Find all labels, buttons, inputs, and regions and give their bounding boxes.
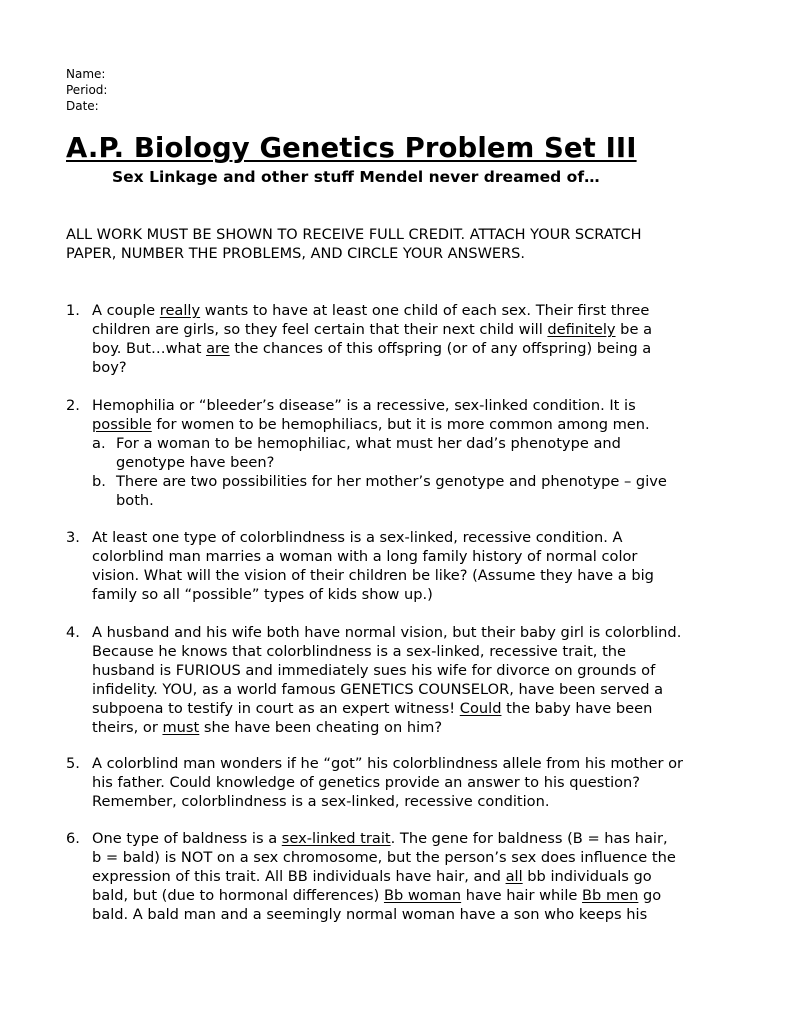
page-subtitle: Sex Linkage and other stuff Mendel never dreamed of… (112, 168, 600, 186)
question-number: 3. (66, 529, 80, 546)
date-label: Date: (66, 99, 99, 113)
emphasis-bb-woman: Bb woman (383, 887, 462, 904)
worksheet-page: Name: Period: Date: A.P. Biology Genetics Problem Set III Sex Linkage and other stuff Mendel never dreamed of… ALL WORK MUST BE SHOWN TO RECEIVE FULL CREDIT. ATTACH YOUR SCRATCH PAPER, NUMBER THE PROBLEMS, AND CIRCLE YOUR ANSWERS. 1. A couple really wants to have at least one child of each sex. Their first three children are girls, so they feel certain that their next child will definitely be a boy. But…what are the chances of this offspring (or of any offspring) being a boy? 2. Hemophilia or “bleeder’s disease” is a recessive, sex-linked condition. It is possible for women to be hemophiliacs, but it is more common among men. a. For a woman to be hemophiliac, what must her dad’s phenotype and genotype have been? b. There are two possibilities for her mother’s genotype and phenotype – give both. 3. At least one type of colorblindness is a sex-linked, recessive condition. A colorblind man marries a woman with a long family history of normal color vision. What will the vision of their children be like? (Assume they have a big family so all “possible” types of kids show up.) 4. A husband and his wife both have normal vision, but their baby girl is colorblind. Because he knows that colorblindness is a sex-linked, recessive trait, the husband is FURIOUS and immediately sues his wife for divorce on grounds of infidelity. YOU, as a world famous GENETICS COUNSELOR, have been served a subpoena to testify in court as an expert witness! Could the baby have been theirs, or must she have been cheating on him? 5. A colorblind man wonders if he “got” his colorblindness allele from his mother or his father. Could knowledge of genetics provide an answer to his question? Remember, colorblindness is a sex-linked, recessive condition. 6. One type of baldness is a sex-linked trait. The gene for baldness (B = has hair, b = bald) is NOT on a sex chromosome, but the person’s sex does influence the expression of this trait. All BB individuals have hair, and all bb individuals go bald, but (due to hormonal differences) Bb woman have hair while Bb men go bald. A bald man and a seemingly normal woman have a son who keeps his (0, 0, 791, 1024)
question-number: 6. (66, 830, 80, 847)
emphasis-definitely: definitely (547, 321, 616, 338)
question-number: 1. (66, 302, 80, 319)
emphasis-really: really (159, 302, 201, 319)
emphasis-are: are (206, 340, 230, 357)
question-number: 4. (66, 624, 80, 641)
instructions-line-2: PAPER, NUMBER THE PROBLEMS, AND CIRCLE YOUR ANSWERS. (66, 246, 525, 262)
question-2b: b. There are two possibilities for her mother’s genotype and phenotype – give both. (92, 473, 667, 509)
period-label: Period: (66, 83, 108, 97)
page-title: A.P. Biology Genetics Problem Set III (66, 132, 637, 164)
question-number: 2. (66, 397, 80, 414)
instructions-line-1: ALL WORK MUST BE SHOWN TO RECEIVE FULL CREDIT. ATTACH YOUR SCRATCH (66, 227, 642, 243)
name-label: Name: (66, 67, 106, 81)
instructions (66, 226, 726, 264)
emphasis-all: all (505, 868, 523, 885)
question-2a: a. For a woman to be hemophiliac, what must her dad’s phenotype and genotype have been? (92, 435, 621, 471)
emphasis-must: must (162, 719, 200, 736)
student-info-header (66, 66, 107, 114)
emphasis-possible: possible (92, 416, 152, 433)
emphasis-sex-linked-trait: sex-linked trait (281, 830, 391, 847)
emphasis-could: Could (459, 700, 502, 717)
emphasis-bb-men: Bb men (582, 887, 639, 904)
question-number: 5. (66, 755, 80, 772)
